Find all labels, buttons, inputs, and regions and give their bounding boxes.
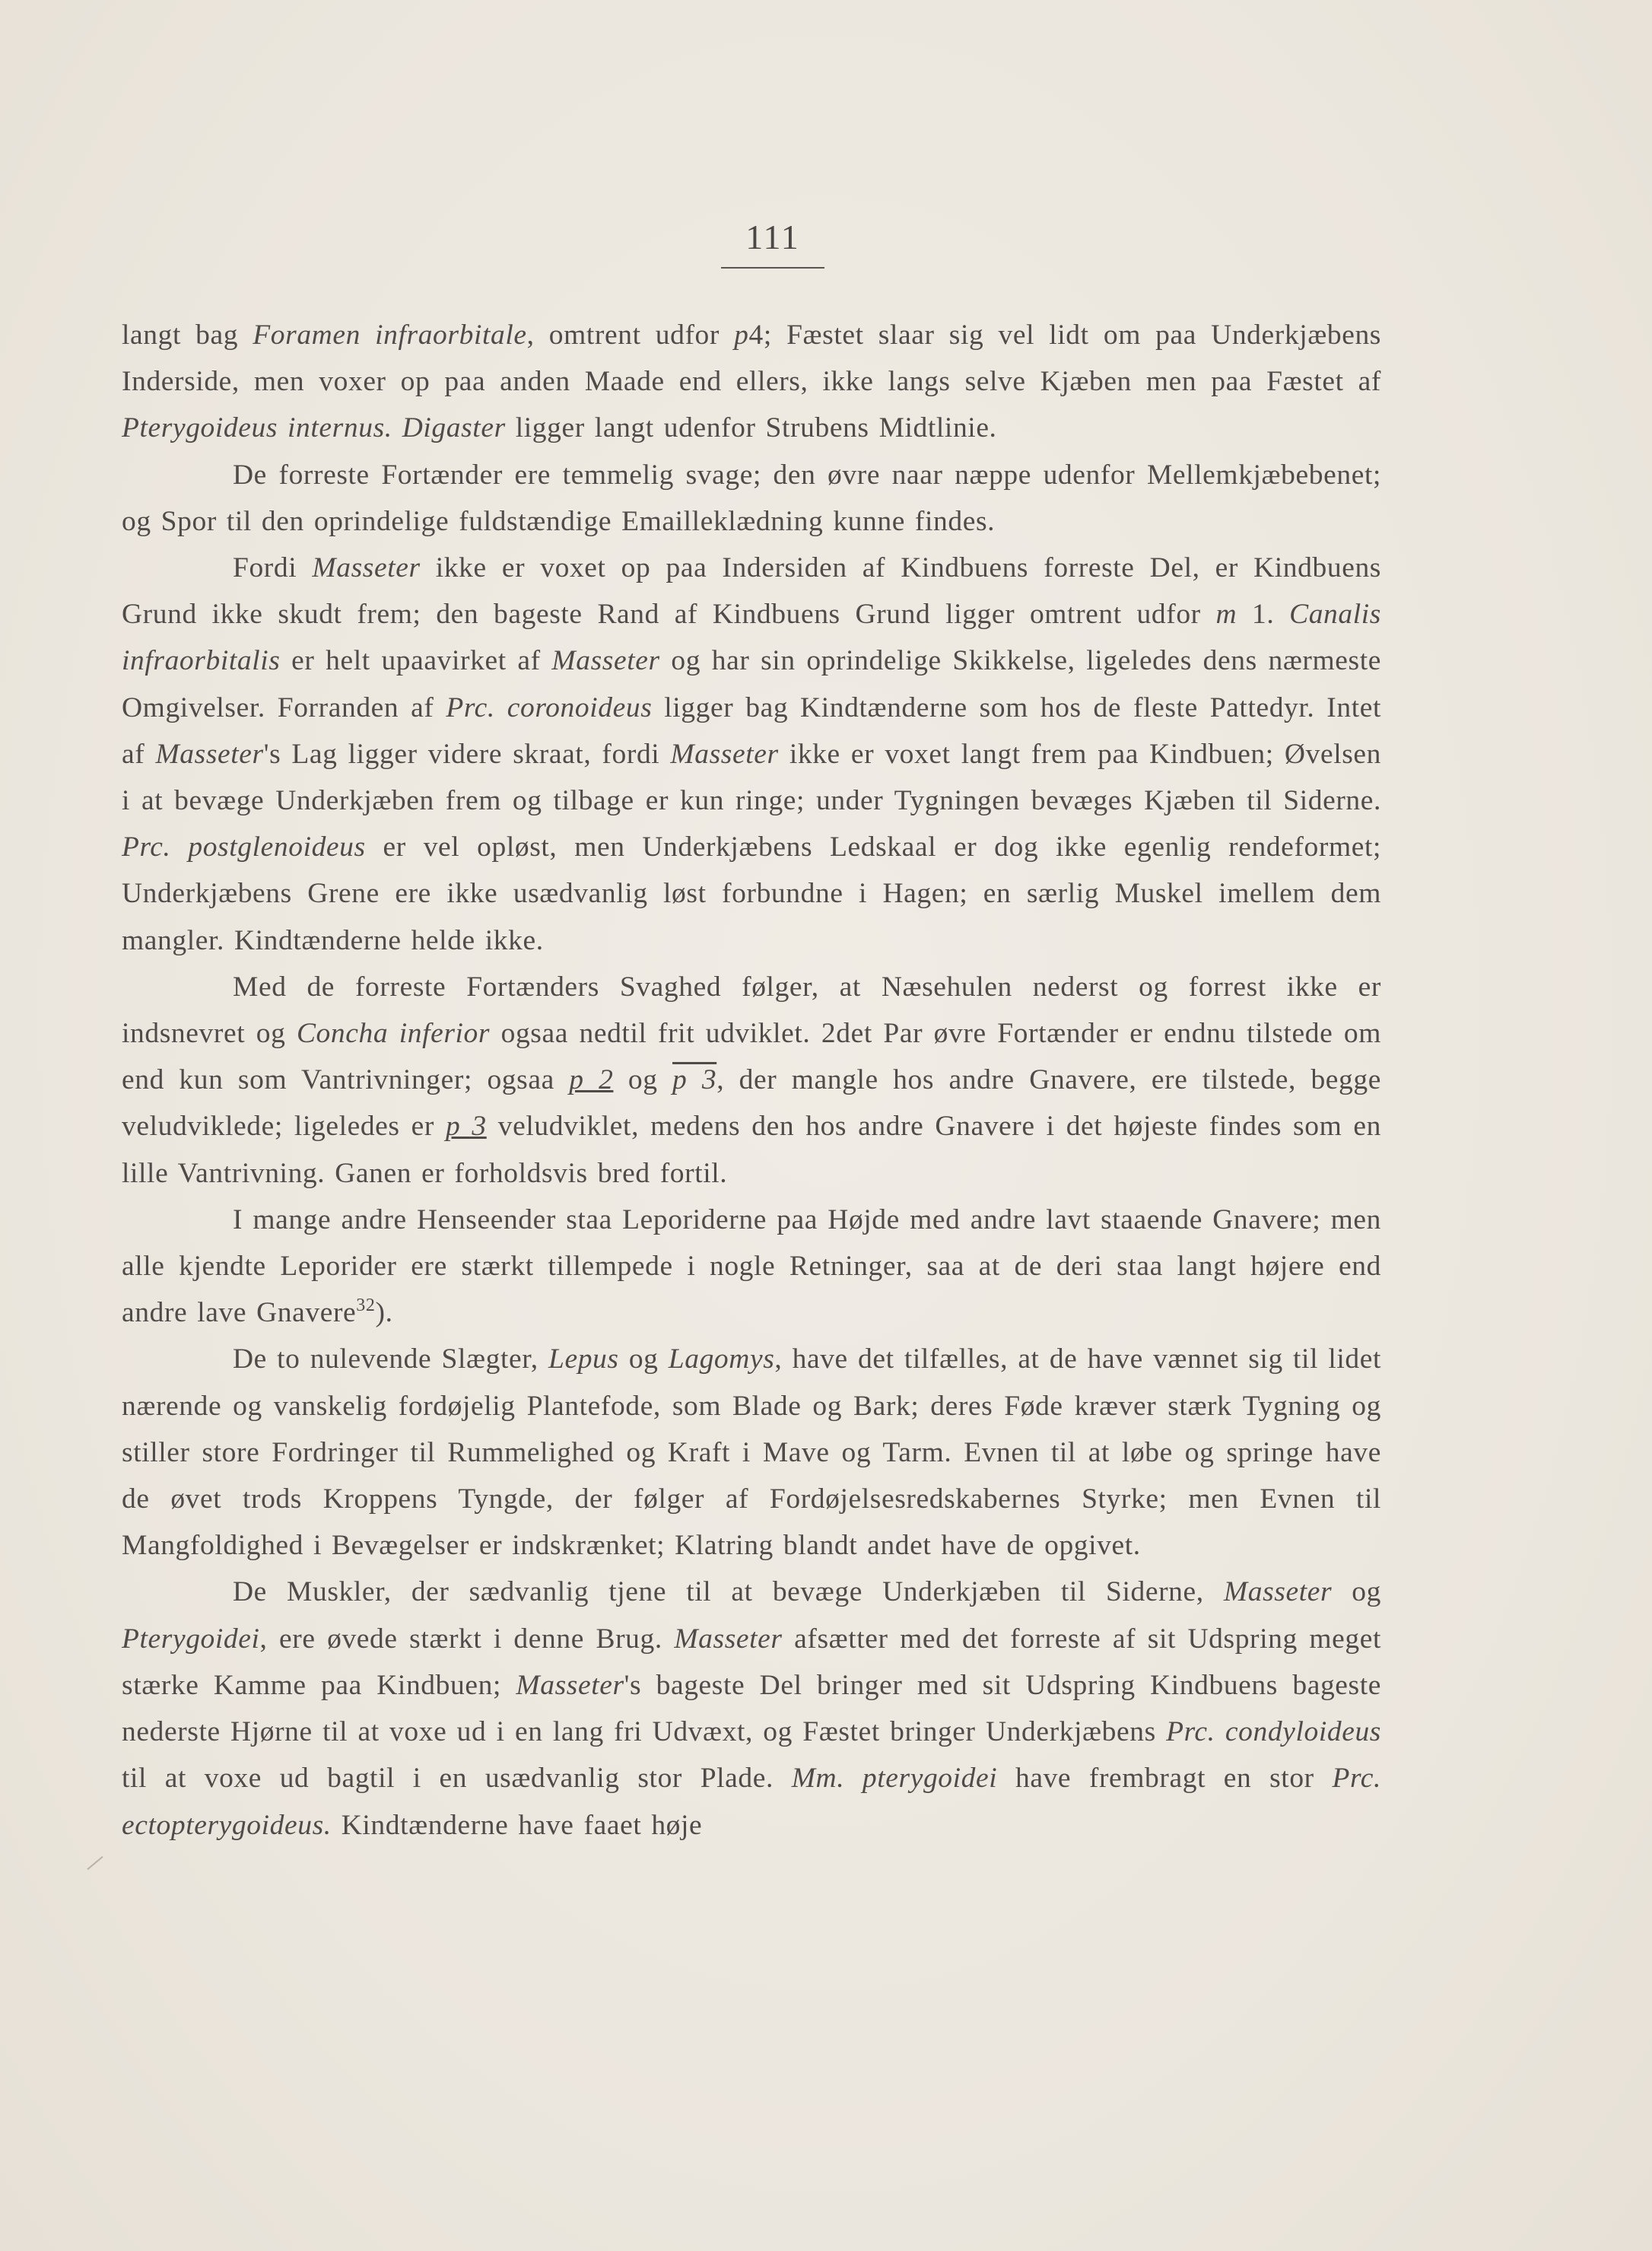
text-run: De to nulevende Slægter, bbox=[233, 1343, 548, 1375]
italic-term: p bbox=[734, 320, 749, 351]
paragraph bbox=[122, 1197, 1381, 1337]
text-run: ligger langt udenfor Strubens Midtlinie. bbox=[505, 412, 997, 444]
italic-term: Prc. coronoideus bbox=[446, 692, 653, 723]
italic-term: Lagomys bbox=[668, 1343, 775, 1375]
text-run: have frembragt en stor bbox=[997, 1763, 1333, 1795]
text-run: 's Lag ligger videre skraat, fordi bbox=[263, 738, 671, 770]
text-run: I mange andre Henseender staa Leporiderne paa Højde med andre lavt staaende Gnavere; men alle kjendte Leporider ere stærkt tillempede i nogle Retninger, saa at de deri staa langt højere end andre lave Gnavere bbox=[122, 1203, 1381, 1329]
footnote-ref: 32 bbox=[356, 1296, 376, 1316]
text-run: ikke er voxet op paa Indersiden af Kindbuens forreste Del, er Kindbuens Grund ikke skudt frem; den bageste Rand af Kindbuens Grund ligger omtrent udfor bbox=[122, 552, 1381, 631]
text-run: langt bag bbox=[122, 320, 253, 351]
text-run: afsætter med det forreste af sit Udspring meget stærke Kamme paa Kindbuen; bbox=[122, 1623, 1381, 1701]
text-run bbox=[392, 412, 402, 444]
text-run: 1. bbox=[1237, 599, 1290, 631]
text-run: Kindtænderne have faaet høje bbox=[331, 1809, 703, 1841]
italic-term: Masseter bbox=[670, 738, 779, 770]
text-run: er vel opløst, men Underkjæbens Ledskaal er dog ikke egenlig rendeformet; Underkjæbens Grene ere ikke usædvanlig løst forbundne i Hagen; en særlig Muskel imellem dem mangler. Kindtænderne helde ikke. bbox=[122, 831, 1382, 956]
italic-term: Masseter bbox=[1223, 1576, 1333, 1608]
paragraph bbox=[122, 452, 1381, 545]
paragraph bbox=[122, 1336, 1381, 1569]
text-run: De forreste Fortænder ere temmelig svage; den øvre naar næppe udenfor Mellemkjæbebenet; og Spor til den oprindelige fuldstændige Emailleklædning kunne findes. bbox=[122, 459, 1381, 537]
text-run: ). bbox=[375, 1297, 393, 1329]
italic-term: Prc. condyloideus bbox=[1166, 1716, 1381, 1748]
paragraph bbox=[122, 1569, 1381, 1848]
text-run: ligger bag Kindtænderne som hos de fleste Pattedyr. Intet af bbox=[122, 692, 1382, 770]
text-run: 4; Fæstet slaar sig vel lidt om paa Underkjæbens Inderside, men voxer op paa anden Maade end ellers, ikke langs selve Kjæben men paa Fæstet af bbox=[122, 320, 1381, 398]
text-run: , ere øvede stærkt i denne Brug. bbox=[259, 1623, 675, 1655]
italic-term: p 3 bbox=[672, 1064, 717, 1096]
text-run: og har sin oprindelige Skikkelse, ligeledes dens nærmeste Omgivelser. Forranden af bbox=[122, 645, 1381, 723]
page-number: 111 bbox=[745, 218, 800, 256]
italic-term: p 2 bbox=[569, 1064, 614, 1096]
margin-mark bbox=[87, 1856, 103, 1870]
text-run: veludviklet, medens den hos andre Gnavere i det højeste findes som en lille Vantrivning. Ganen er forholdsvis bred fortil. bbox=[122, 1111, 1381, 1189]
paragraph bbox=[122, 545, 1381, 964]
text-run: 's bageste Del bringer med sit Udspring Kindbuens bageste nederste Hjørne til at voxe ud i en lang fri Udvæxt, og Fæstet bringer Underkjæbens bbox=[122, 1669, 1381, 1748]
text-run: Med de forreste Fortænders Svaghed følger, at Næsehulen nederst og forrest ikke er indsnevret og bbox=[122, 971, 1381, 1050]
italic-term: Lepus bbox=[548, 1343, 619, 1375]
italic-term: Masseter bbox=[312, 552, 421, 584]
text-run: ogsaa nedtil frit udviklet. 2det Par øvre Fortænder er endnu tilstede om end kun som Vantrivninger; ogsaa bbox=[122, 1018, 1382, 1096]
text-run: , omtrent udfor bbox=[526, 320, 735, 351]
body-text bbox=[122, 312, 1381, 1849]
italic-term: Digaster bbox=[402, 412, 506, 444]
text-run: ikke er voxet langt frem paa Kindbuen; Øvelsen i at bevæge Underkjæben frem og tilbage er kun ringe; under Tygningen bevæges Kjæben til Siderne. bbox=[122, 738, 1381, 817]
italic-term: Masseter bbox=[674, 1623, 783, 1655]
italic-term: Pterygoidei bbox=[122, 1623, 260, 1655]
italic-term: Canalis infraorbitalis bbox=[122, 599, 1381, 677]
text-run: er helt upaavirket af bbox=[280, 645, 552, 677]
text-run: De Muskler, der sædvanlig tjene til at bevæge Underkjæben til Siderne, bbox=[233, 1576, 1224, 1608]
italic-term: Prc. postglenoideus bbox=[122, 831, 366, 863]
paragraph bbox=[122, 964, 1381, 1197]
italic-term: Masseter bbox=[516, 1669, 624, 1701]
italic-term: Masseter bbox=[155, 738, 264, 770]
text-run: Fordi bbox=[233, 552, 313, 584]
italic-term: p 3 bbox=[446, 1111, 487, 1143]
italic-term: Foramen infraorbitale bbox=[253, 320, 527, 351]
text-run: og bbox=[613, 1064, 673, 1096]
italic-term: Mm. pterygoidei bbox=[791, 1763, 998, 1795]
italic-term: m bbox=[1215, 599, 1237, 631]
text-run: og bbox=[1332, 1576, 1381, 1608]
italic-term: Prc. ectopterygoideus. bbox=[122, 1763, 1381, 1841]
page-number-rule bbox=[721, 267, 824, 269]
text-run: , der mangle hos andre Gnavere, ere tilstede, begge veludviklede; ligeledes er bbox=[122, 1064, 1381, 1143]
paragraph bbox=[122, 312, 1381, 452]
italic-term: Concha inferior bbox=[296, 1018, 491, 1050]
text-run: og bbox=[618, 1343, 669, 1375]
text-run: , have det tilfælles, at de have vænnet sig til lidet nærende og vanskelig fordøjelig Plantefode, som Blade og Bark; deres Føde kræver stærk Tygning og stiller store Fordringer til Rummelighed og Kraft i Mave og Tarm. Evnen til at løbe og springe have de øvet trods Kroppens Tyngde, der følger af Fordøjelsesredskabernes Styrke; men Evnen til Mangfoldighed i Bevægelser er indskrænket; Klatring blandt andet have de opgivet. bbox=[122, 1343, 1381, 1562]
text-run: til at voxe ud bagtil i en usædvanlig stor Plade. bbox=[122, 1763, 792, 1795]
italic-term: Masseter bbox=[551, 645, 660, 677]
italic-term: Pterygoideus internus. bbox=[122, 412, 392, 444]
